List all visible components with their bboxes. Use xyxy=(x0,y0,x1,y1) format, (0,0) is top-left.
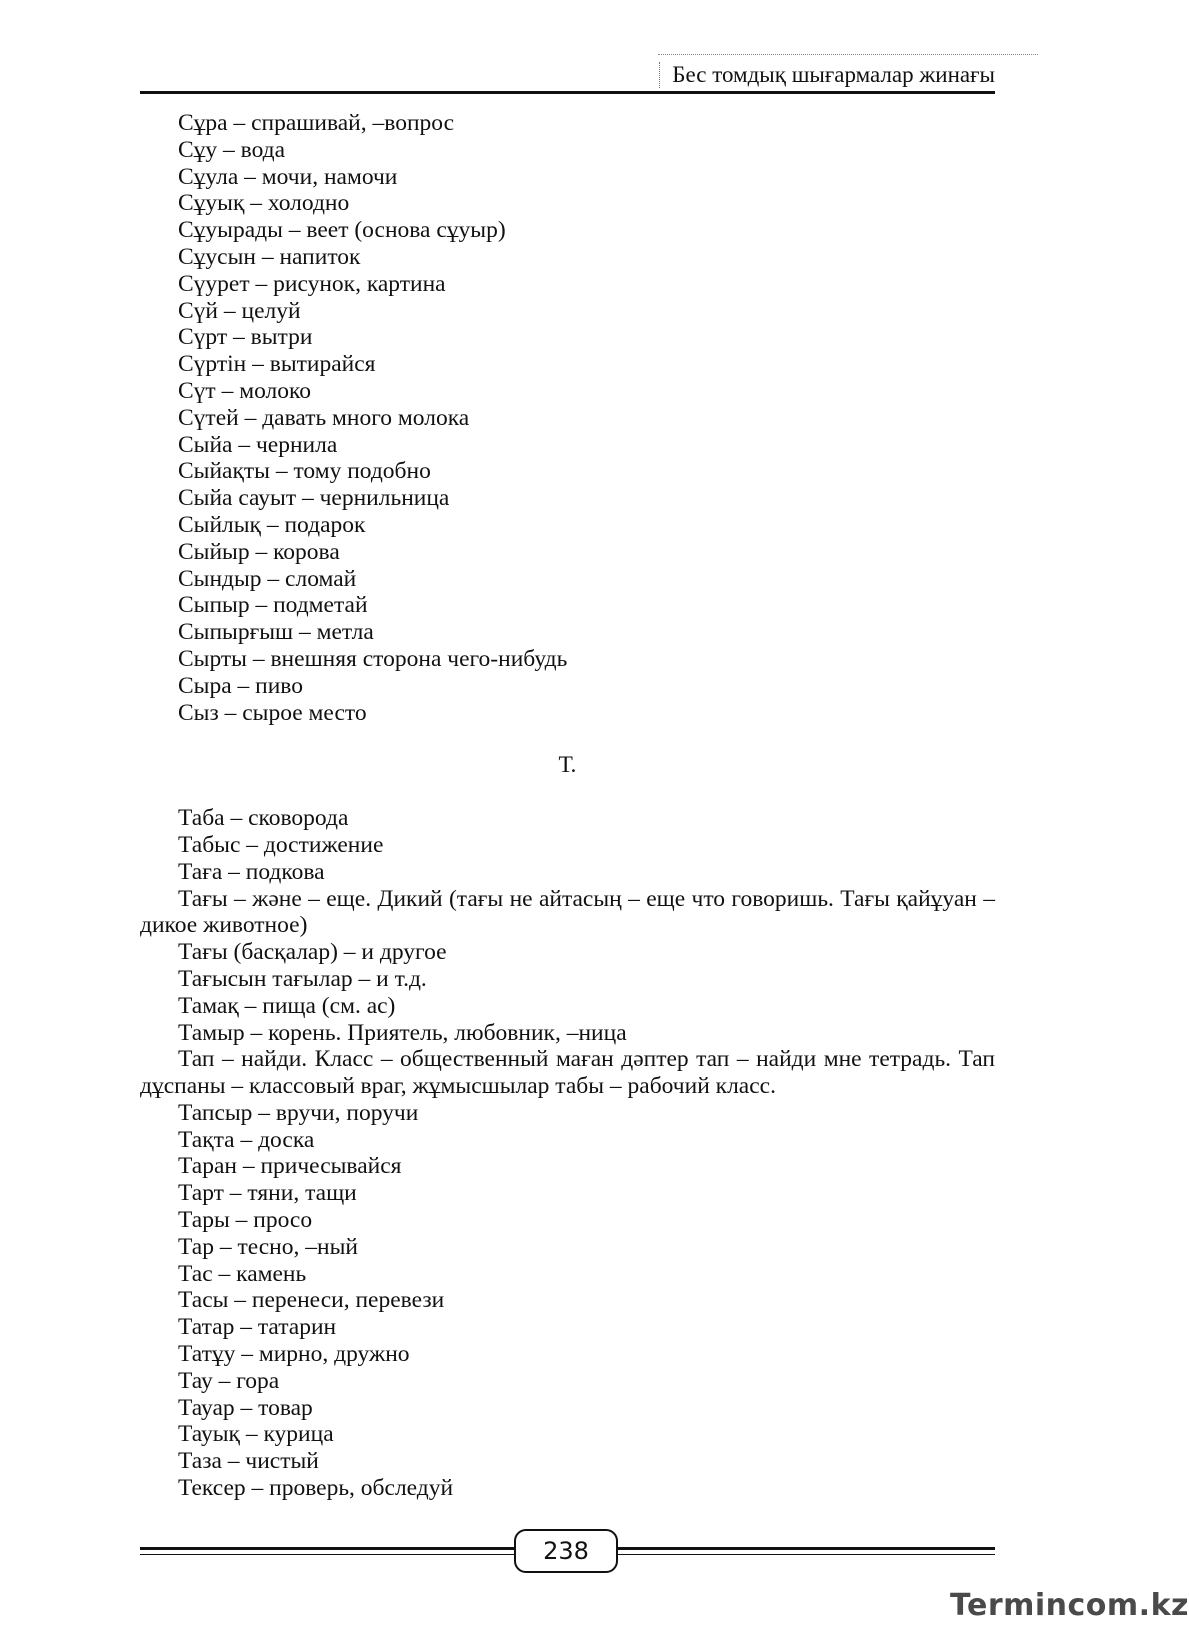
dictionary-entry: Тамақ – пища (см. ас) xyxy=(178,992,396,1019)
watermark-logo: Termincom.kz xyxy=(950,1588,1189,1623)
page-number: 238 xyxy=(514,1529,618,1573)
dictionary-entry: Тауық – курица xyxy=(178,1421,334,1448)
dictionary-entry: Сыйлық – подарок xyxy=(178,511,366,538)
dictionary-entry: Сыпыр – подметай xyxy=(178,592,368,619)
dictionary-entry: Тамыр – корень. Приятель, любовник, –ница xyxy=(178,1019,627,1046)
dictionary-entry: Тақта – доска xyxy=(178,1126,315,1153)
dictionary-entry: Таран – причесывайся xyxy=(178,1153,402,1180)
dictionary-entry: Сыйақты – тому подобно xyxy=(178,458,431,485)
dictionary-entry: Сыз – сырое место xyxy=(178,699,367,726)
dictionary-entry: Сүурет – рисунок, картина xyxy=(178,270,446,297)
dictionary-entry: Сүт – молоко xyxy=(178,377,311,404)
dictionary-entry: Сүй – целуй xyxy=(178,297,301,324)
dictionary-entry: Тағы (басқалар) – и другое xyxy=(178,939,447,966)
dictionary-entry: Тапсыр – вручи, поручи xyxy=(178,1099,419,1126)
dictionary-entry: Тағa – подкова xyxy=(178,858,325,885)
dictionary-entry: Сұуырады – веет (основа сұуыр) xyxy=(178,217,506,244)
dictionary-entry: Тасы – перенеси, перевези xyxy=(178,1287,445,1314)
dictionary-entry: Тексер – проверь, обследуй xyxy=(178,1475,454,1502)
dictionary-entry: Татар – татарин xyxy=(178,1314,337,1341)
dictionary-entry: Сырты – внешняя сторона чего-нибудь xyxy=(178,645,568,672)
running-head: Бес томдық шығармалар жинағы xyxy=(659,62,995,88)
dictionary-entry: Сұула – мочи, намочи xyxy=(178,163,398,190)
dictionary-entry: Сыйа сауыт – чернильница xyxy=(178,485,450,512)
dictionary-entry: Тағы – және – еще. Дикий (тағы не айтасың – еще что говоришь. Тағы қайұуан – дикое животное) xyxy=(140,885,995,939)
dictionary-entry: Таза – чистый xyxy=(178,1448,319,1475)
dictionary-entry: Табыс – достижение xyxy=(178,831,384,858)
dictionary-entry: Сұуық – холодно xyxy=(178,190,350,217)
page-footer xyxy=(140,1525,995,1575)
dictionary-entry: Татұу – мирно, дружно xyxy=(178,1341,410,1368)
page-header xyxy=(140,50,995,94)
dictionary-entry: Сұра – спрашивай, –вопрос xyxy=(178,110,455,136)
dictionary-entry: Тарт – тяни, тащи xyxy=(178,1180,357,1207)
dictionary-entry: Тағысын тағылар – и т.д. xyxy=(178,965,427,992)
dictionary-entry: Таба – сковорода xyxy=(178,805,349,832)
dictionary-entry: Сүртін – вытирайся xyxy=(178,351,376,378)
dictionary-entry: Тап – найди. Класс – общественный маған дәптер тап – найди мне тетрадь. Тап дұспаны – классовый враг, жұмысшылар табы – рабочий класс. xyxy=(140,1046,995,1100)
dictionary-entry: Тары – просо xyxy=(178,1207,313,1234)
dictionary-entry: Сындыр – сломай xyxy=(178,565,357,592)
dictionary-entry: Тауар – товар xyxy=(178,1394,313,1421)
entries-s xyxy=(140,110,995,726)
letter-heading-t: Т. xyxy=(558,752,577,779)
dictionary-entry: Сыра – пиво xyxy=(178,672,303,699)
dictionary-entry: Сұу – вода xyxy=(178,136,286,163)
dictionary-body xyxy=(140,110,995,1502)
dictionary-entry: Сыйа – чернила xyxy=(178,431,338,458)
dictionary-entry: Тас – камень xyxy=(178,1260,307,1287)
dictionary-entry: Сыйыр – корова xyxy=(178,538,340,565)
dictionary-entry: Тау – гора xyxy=(178,1367,280,1394)
dictionary-entry: Сыпырғыш – метла xyxy=(178,619,374,646)
dictionary-entry: Сүтей – давать много молока xyxy=(178,404,470,431)
dictionary-entry: Сүрт – вытри xyxy=(178,324,313,351)
entries-t xyxy=(140,805,995,1502)
dictionary-entry: Тар – тесно, –ный xyxy=(178,1233,358,1260)
header-rule xyxy=(140,91,995,94)
dictionary-entry: Сұусын – напиток xyxy=(178,243,361,270)
